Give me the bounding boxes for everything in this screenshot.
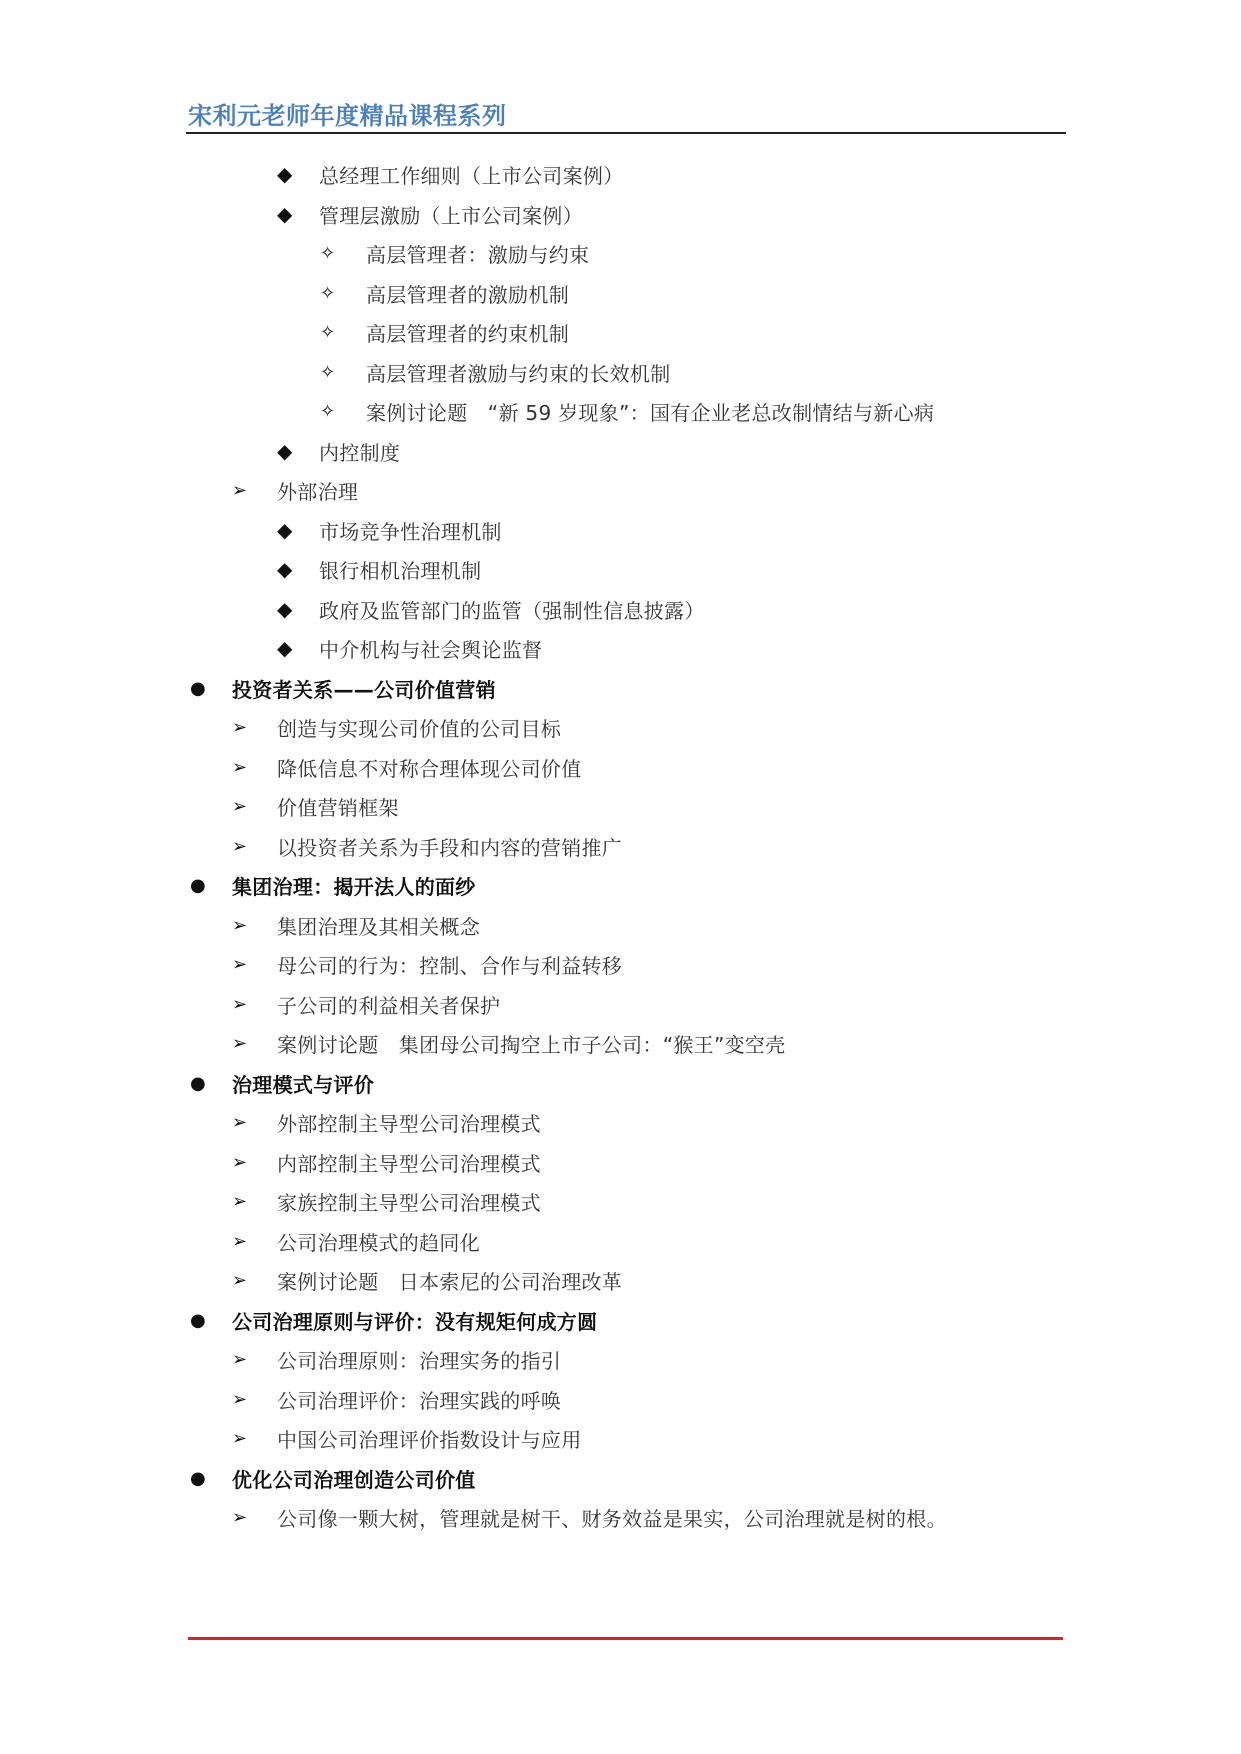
footer-divider — [188, 1637, 1063, 1640]
bullet-level3-icon: ◆ — [277, 518, 293, 542]
diamond-item — [277, 554, 481, 584]
outline-item-text: 内部控制主导型公司治理模式 — [277, 1151, 541, 1176]
subsection-item — [232, 1502, 947, 1532]
subsection-item — [232, 791, 399, 821]
outline-item-text: 以投资者关系为手段和内容的营销推广 — [277, 835, 623, 860]
outline-item-text: 子公司的利益相关者保护 — [277, 993, 501, 1018]
subsection-item — [232, 989, 500, 1019]
bullet-level4-icon: ✧ — [320, 321, 336, 343]
bullet-level2-icon: ➢ — [232, 1348, 248, 1370]
subsection-item — [232, 1226, 480, 1256]
bullet-level2-icon: ➢ — [232, 1032, 248, 1054]
bullet-level1-icon: ● — [190, 1072, 206, 1094]
outline-item-text: 市场竞争性治理机制 — [319, 519, 502, 544]
diamond-item — [277, 594, 705, 624]
subsection-item — [232, 1423, 582, 1453]
diamond-item — [277, 633, 542, 663]
outline-item-text: 集团治理及其相关概念 — [277, 914, 480, 939]
outline-item-text: 优化公司治理创造公司价值 — [232, 1467, 476, 1492]
outline-item-text: 外部治理 — [277, 479, 359, 504]
outline-item-text: 中国公司治理评价指数设计与应用 — [277, 1427, 582, 1452]
bullet-level1-icon: ● — [190, 1467, 206, 1489]
bullet-level3-icon: ◆ — [277, 202, 293, 226]
outline-item-text: 高层管理者：激励与约束 — [366, 242, 590, 267]
outline-item-text: 政府及监管部门的监管（强制性信息披露） — [319, 598, 705, 623]
outline-item-text: 治理模式与评价 — [232, 1072, 375, 1097]
outline-item-text: 公司治理模式的趋同化 — [277, 1230, 480, 1255]
outline-item-text: 总经理工作细则（上市公司案例） — [319, 163, 624, 188]
bullet-level1-icon: ● — [190, 1309, 206, 1331]
outline-item-text: 公司治理评价：治理实践的呼唤 — [277, 1388, 562, 1413]
outline-item-text: 投资者关系——公司价值营销 — [232, 677, 496, 702]
bullet-level1-icon: ● — [190, 874, 206, 896]
bullet-level2-icon: ➢ — [232, 914, 248, 936]
subsection-item — [232, 1265, 622, 1295]
header-divider — [186, 132, 1066, 134]
bullet-level4-icon: ✧ — [320, 282, 336, 304]
bullet-level3-icon: ◆ — [277, 597, 293, 621]
bullet-level3-icon: ◆ — [277, 636, 293, 660]
subsection-item — [232, 1147, 541, 1177]
outline-item-text: 外部控制主导型公司治理模式 — [277, 1111, 541, 1136]
outline-item-text: 高层管理者的约束机制 — [366, 321, 569, 346]
outline-item-text: 高层管理者的激励机制 — [366, 282, 569, 307]
subsection-item — [232, 910, 480, 940]
outline-item-text: 集团治理：揭开法人的面纱 — [232, 874, 476, 899]
subsection-item — [232, 1107, 541, 1137]
outline-item-text: 银行相机治理机制 — [319, 558, 482, 583]
outline-item-text: 创造与实现公司价值的公司目标 — [277, 716, 562, 741]
diamond-item — [277, 159, 624, 189]
diamond-item — [277, 199, 583, 229]
outline-item-text: 案例讨论题 集团母公司掏空上市子公司：“猴王”变空壳 — [277, 1032, 786, 1057]
bullet-level3-icon: ◆ — [277, 162, 293, 186]
bullet-level1-icon: ● — [190, 677, 206, 699]
outline-item-text: 公司治理原则与评价：没有规矩何成方圆 — [232, 1309, 598, 1334]
bullet-level2-icon: ➢ — [232, 953, 248, 975]
bullet-level2-icon: ➢ — [232, 1190, 248, 1212]
star-subitem — [320, 278, 569, 308]
outline-item-text: 公司治理原则：治理实务的指引 — [277, 1348, 562, 1373]
subsection-item — [232, 752, 582, 782]
outline-item-text: 价值营销框架 — [277, 795, 399, 820]
bullet-level2-icon: ➢ — [232, 479, 248, 501]
outline-item-text: 管理层激励（上市公司案例） — [319, 203, 583, 228]
page-header-title: 宋利元老师年度精品课程系列 — [188, 102, 507, 130]
section-heading — [190, 1305, 597, 1335]
bullet-level4-icon: ✧ — [320, 361, 336, 383]
outline-item-text: 案例讨论题 日本索尼的公司治理改革 — [277, 1269, 623, 1294]
section-heading — [190, 673, 496, 703]
bullet-level4-icon: ✧ — [320, 400, 336, 422]
bullet-level2-icon: ➢ — [232, 1427, 248, 1449]
outline-item-text: 内控制度 — [319, 440, 401, 465]
subsection-item — [232, 475, 358, 505]
subsection-item — [232, 1186, 541, 1216]
star-subitem — [320, 357, 671, 387]
outline-item-text: 家族控制主导型公司治理模式 — [277, 1190, 541, 1215]
outline-item-text: 高层管理者激励与约束的长效机制 — [366, 361, 671, 386]
bullet-level2-icon: ➢ — [232, 756, 248, 778]
star-subitem — [320, 396, 934, 426]
section-heading — [190, 870, 476, 900]
subsection-item — [232, 712, 561, 742]
subsection-item — [232, 831, 622, 861]
bullet-level2-icon: ➢ — [232, 795, 248, 817]
subsection-item — [232, 949, 622, 979]
outline-item-text: 中介机构与社会舆论监督 — [319, 637, 543, 662]
bullet-level4-icon: ✧ — [320, 242, 336, 264]
bullet-level2-icon: ➢ — [232, 1111, 248, 1133]
diamond-item — [277, 515, 502, 545]
section-heading — [190, 1463, 476, 1493]
bullet-level2-icon: ➢ — [232, 1151, 248, 1173]
star-subitem — [320, 317, 569, 347]
subsection-item — [232, 1344, 561, 1374]
outline-item-text: 案例讨论题 “新 59 岁现象”：国有企业老总改制情结与新心病 — [366, 400, 935, 425]
bullet-level2-icon: ➢ — [232, 835, 248, 857]
outline-item-text: 公司像一颗大树，管理就是树干、财务效益是果实，公司治理就是树的根。 — [277, 1506, 947, 1531]
bullet-level3-icon: ◆ — [277, 557, 293, 581]
section-heading — [190, 1068, 374, 1098]
subsection-item — [232, 1028, 786, 1058]
bullet-level2-icon: ➢ — [232, 716, 248, 738]
diamond-item — [277, 436, 400, 466]
bullet-level3-icon: ◆ — [277, 439, 293, 463]
bullet-level2-icon: ➢ — [232, 1269, 248, 1291]
outline-item-text: 母公司的行为：控制、合作与利益转移 — [277, 953, 623, 978]
subsection-item — [232, 1384, 561, 1414]
bullet-level2-icon: ➢ — [232, 1388, 248, 1410]
bullet-level2-icon: ➢ — [232, 993, 248, 1015]
bullet-level2-icon: ➢ — [232, 1506, 248, 1528]
bullet-level2-icon: ➢ — [232, 1230, 248, 1252]
star-subitem — [320, 238, 589, 268]
outline-item-text: 降低信息不对称合理体现公司价值 — [277, 756, 582, 781]
